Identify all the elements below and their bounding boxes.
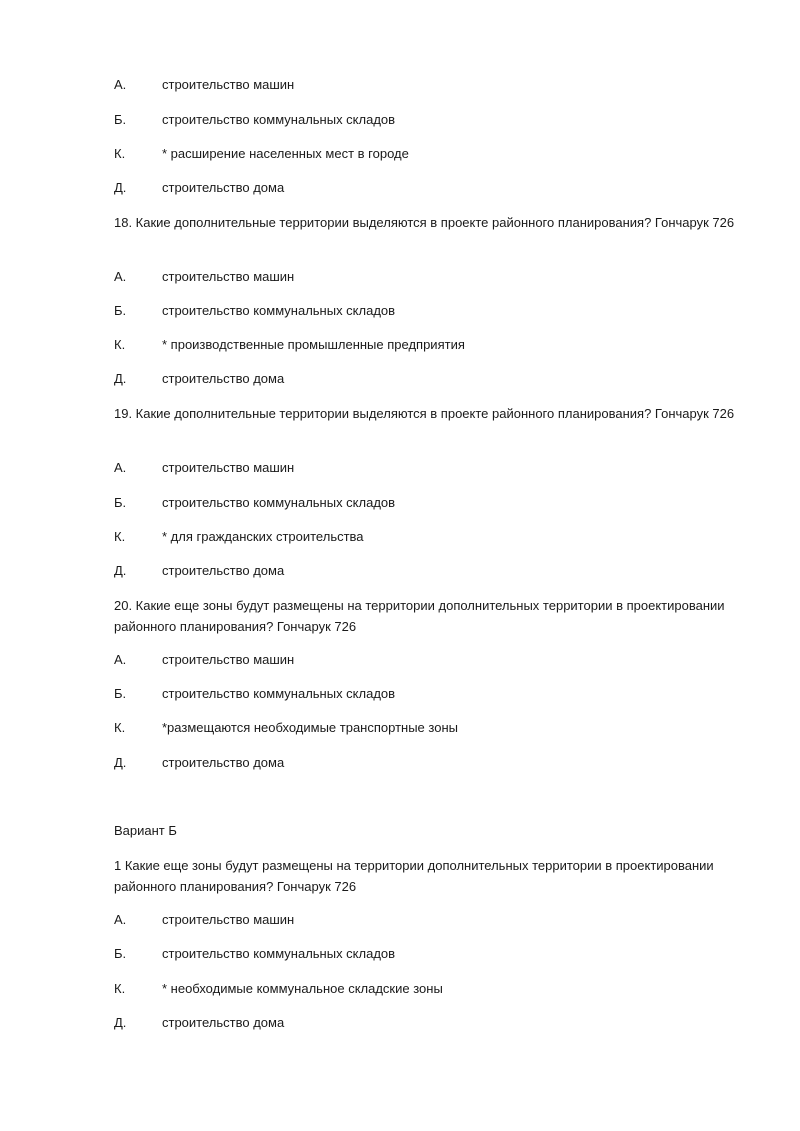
option-text: *размещаются необходимые транспортные зоны xyxy=(162,720,458,735)
option-letter: К. xyxy=(114,981,126,996)
option-letter: К. xyxy=(114,529,126,544)
option-text: строительство коммунальных складов xyxy=(162,686,396,701)
option-letter: Б. xyxy=(114,686,127,701)
option-text: строительство машин xyxy=(162,269,295,284)
option-text: строительство машин xyxy=(162,460,295,475)
option-text: строительство машин xyxy=(162,652,295,667)
option-letter: Д. xyxy=(114,180,127,195)
option-text: строительство коммунальных складов xyxy=(162,946,396,961)
option-letter: Б. xyxy=(114,495,127,510)
variant-heading: Вариант Б xyxy=(114,823,177,838)
option-letter: А. xyxy=(114,269,127,284)
question-20: 20. Какие еще зоны будут размещены на территории дополнительных территории в проектировании районного планирования? Гончарук 726 xyxy=(114,598,725,634)
option-letter: А. xyxy=(114,460,127,475)
option-text: строительство дома xyxy=(162,371,285,386)
option-text: строительство коммунальных складов xyxy=(162,303,396,318)
question-18: 18. Какие дополнительные территории выделяются в проекте районного планирования? Гончарук 726 xyxy=(114,215,735,230)
option-letter: Б. xyxy=(114,112,127,127)
option-letter: Б. xyxy=(114,946,127,961)
option-text: строительство дома xyxy=(162,180,285,195)
option-text: строительство машин xyxy=(162,912,295,927)
option-text: * для гражданских строительства xyxy=(162,529,364,544)
option-text: строительство коммунальных складов xyxy=(162,495,396,510)
option-text: * расширение населенных мест в городе xyxy=(162,146,409,161)
question-19: 19. Какие дополнительные территории выделяются в проекте районного планирования? Гончарук 726 xyxy=(114,406,735,421)
option-text: строительство машин xyxy=(162,77,295,92)
option-text: * производственные промышленные предприятия xyxy=(162,337,465,352)
option-letter: Д. xyxy=(114,563,127,578)
option-text: строительство коммунальных складов xyxy=(162,112,396,127)
option-letter: К. xyxy=(114,720,126,735)
option-text: * необходимые коммунальное складские зоны xyxy=(162,981,443,996)
option-text: строительство дома xyxy=(162,755,285,770)
option-letter: Д. xyxy=(114,755,127,770)
option-letter: А. xyxy=(114,77,127,92)
option-text: строительство дома xyxy=(162,563,285,578)
option-text: строительство дома xyxy=(162,1015,285,1030)
option-letter: К. xyxy=(114,337,126,352)
option-letter: Д. xyxy=(114,371,127,386)
question-1: 1 Какие еще зоны будут размещены на территории дополнительных территории в проектировании районного планирования? Гончарук 726 xyxy=(114,858,714,894)
option-letter: А. xyxy=(114,912,127,927)
option-letter: Б. xyxy=(114,303,127,318)
option-letter: К. xyxy=(114,146,126,161)
option-letter: Д. xyxy=(114,1015,127,1030)
option-letter: А. xyxy=(114,652,127,667)
